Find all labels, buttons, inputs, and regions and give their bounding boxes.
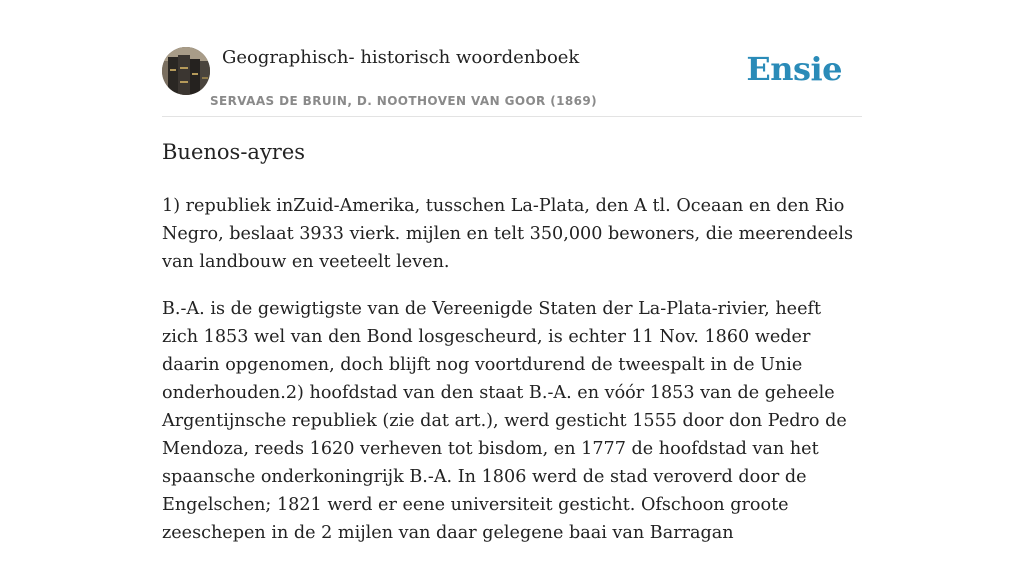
entry-content — [162, 192, 862, 566]
book-header — [162, 0, 862, 117]
book-authors-year: SERVAAS DE BRUIN, D. NOOTHOVEN VAN GOOR (1869) — [210, 94, 598, 108]
ensie-logo[interactable]: Ensie — [746, 50, 842, 88]
book-title[interactable]: Geographisch- historisch woordenboek — [222, 47, 580, 68]
book-cover-avatar[interactable] — [162, 47, 210, 95]
entry-paragraph: B.-A. is de gewigtigste van de Vereenigde Staten der La-Plata-rivier, heeft zich 1853 wel van den Bond losgescheurd, is echter 11 Nov. 1860 weder daarin opgenomen, doch blijft nog voortdurend de tweespalt in de Unie onderhouden.2) hoofdstad van den staat B.-A. en vóór 1853 van de geheele Argentijnsche republiek (zie dat art.), werd gesticht 1555 door don Pedro de Mendoza, reeds 1620 verheven tot bisdom, en 1777 de hoofdstad van het spaansche onderkoningrijk B.-A. In 1806 werd de stad veroverd door de Engelschen; 1821 werd er eene universiteit gesticht. Ofschoon groote zeeschepen in de 2 mijlen van daar gelegene baai van Barragan — [162, 299, 847, 543]
entry-title: Buenos-ayres — [162, 140, 306, 164]
books-image-icon — [162, 47, 210, 95]
page — [162, 0, 862, 543]
entry-paragraph: 1) republiek inZuid-Amerika, tusschen La-Plata, den A tl. Oceaan en den Rio Negro, beslaat 3933 vierk. mijlen en telt 350,000 bewoners, die meerendeels van landbouw en veeteelt leven. — [162, 196, 854, 272]
